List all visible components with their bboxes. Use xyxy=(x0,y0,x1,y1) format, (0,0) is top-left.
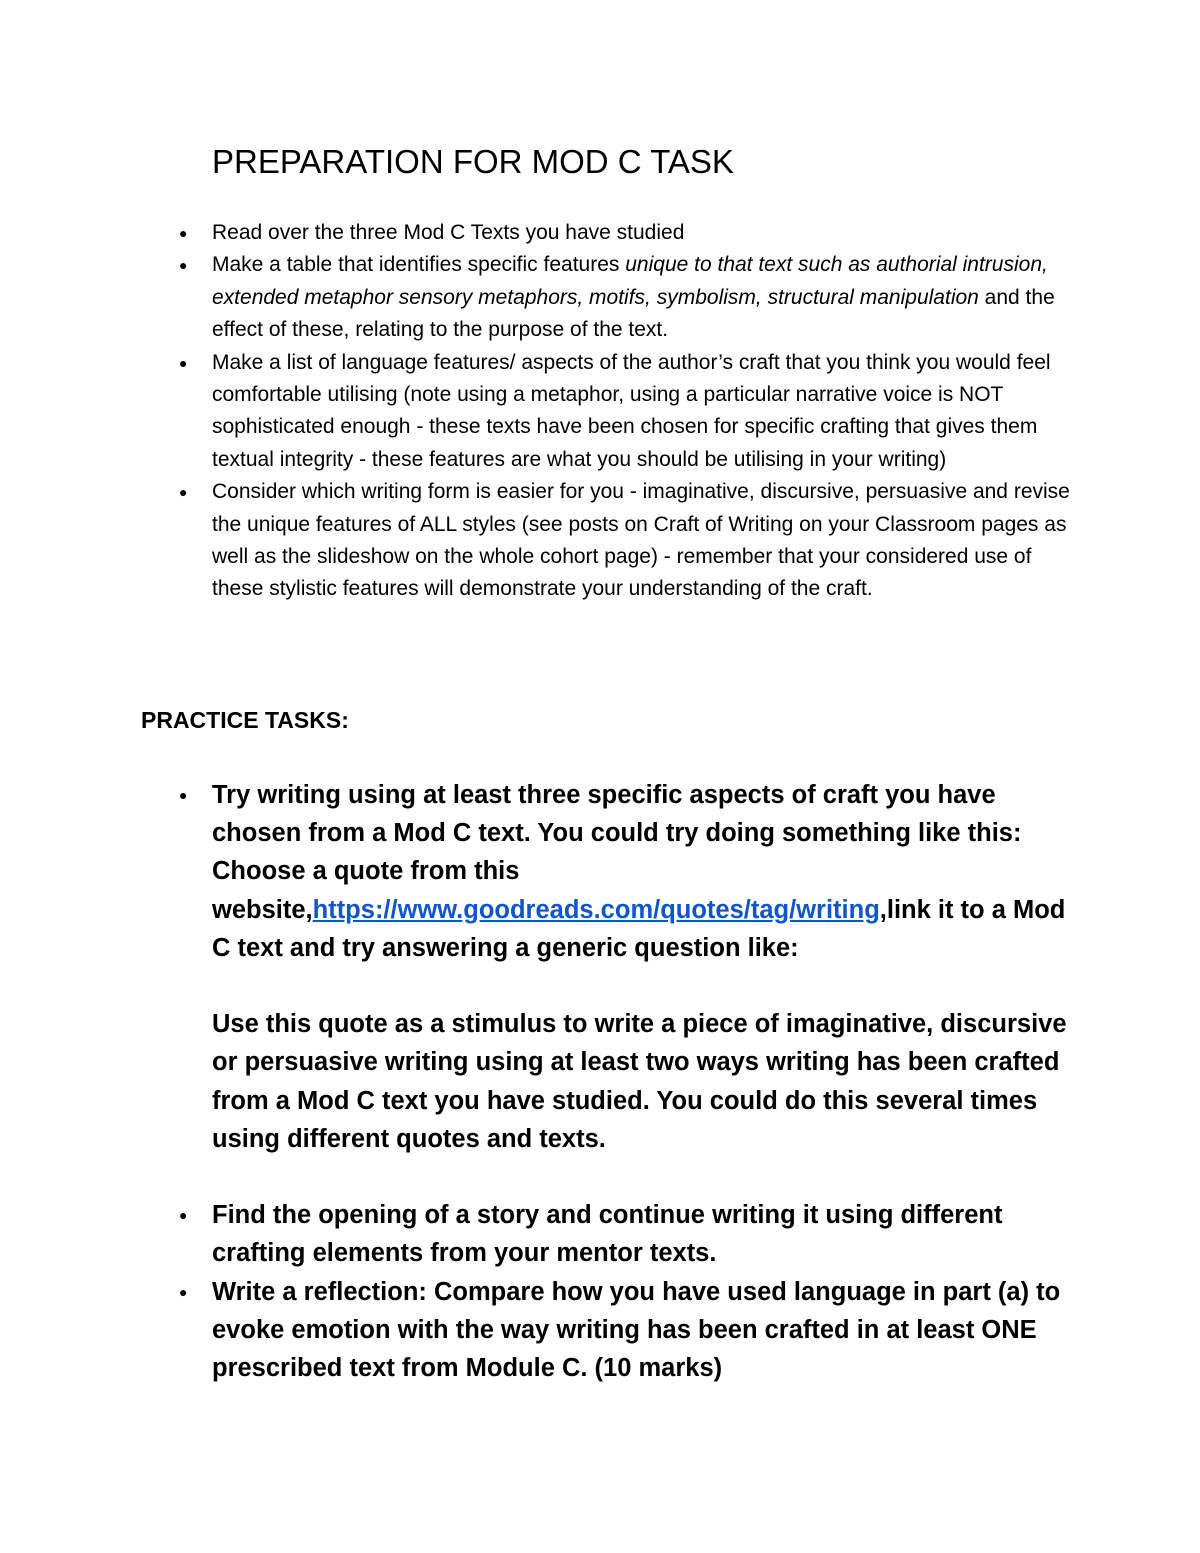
list-item xyxy=(0,347,1072,477)
practice-tasks-heading: PRACTICE TASKS: xyxy=(141,707,349,733)
list-item xyxy=(0,476,1072,606)
bullet-icon: ● xyxy=(179,1283,188,1300)
bullet-icon: ● xyxy=(179,354,188,371)
stimulus-prompt: Use this quote as a stimulus to write a piece of imaginative, discursive or persuasive writing using at least two ways writing has been crafted from a Mod C text you have studied. You could do this several times using different quotes and texts. xyxy=(212,1010,1067,1153)
list-item-text: Consider which writing form is easier for you - imaginative, discursive, persuasive and revise the unique features of ALL styles (see posts on Craft of Writing on your Classroom pages as well as the slideshow on the whole cohort page) - remember that your considered use of these stylistic features will demonstrate your understanding of the craft. xyxy=(212,480,1070,601)
list-item xyxy=(0,776,1072,1158)
practice-task-list xyxy=(0,776,1100,1387)
bullet-icon: ● xyxy=(179,484,188,501)
list-item xyxy=(0,249,1072,346)
list-item-text: Try writing using at least three specific aspects of craft you have chosen from a Mod C text. You could try doing something like this: Choose a quote from this website, xyxy=(212,781,1022,924)
list-item xyxy=(0,217,1072,249)
list-item-text: Read over the three Mod C Texts you have studied xyxy=(212,221,685,244)
list-item-emphasis: unique to that text such as authorial intrusion, extended metaphor sensory metaphors, motifs, symbolism, structural manipulation xyxy=(212,253,1048,309)
list-item-text: Make a list of language features/ aspects of the author’s craft that you think you would feel comfortable utilising (note using a metaphor, using a particular narrative voice is NOT sophisticated enough - these texts have been chosen for specific crafting that gives them textual integrity - these features are what you should be utilising in your writing) xyxy=(212,350,1051,471)
bullet-icon: ● xyxy=(179,225,188,241)
goodreads-link[interactable]: https://www.goodreads.com/quotes/tag/writing xyxy=(312,895,880,924)
list-item-text: Write a reflection: Compare how you have used language in part (a) to evoke emotion with the way writing has been crafted in at least ONE prescribed text from Module C. (10 marks) xyxy=(212,1277,1061,1383)
list-item xyxy=(0,1196,1072,1272)
page-title: PREPARATION FOR MOD C TASK xyxy=(212,143,734,180)
list-item xyxy=(0,1273,1072,1388)
list-item-text: Make a table that identifies specific features xyxy=(212,253,626,277)
paragraph-spacer xyxy=(212,967,1072,1005)
preparation-list xyxy=(0,217,1100,606)
bullet-icon: ● xyxy=(179,787,188,803)
bullet-icon: ● xyxy=(179,1207,188,1224)
bullet-icon: ● xyxy=(179,257,188,274)
list-item-text: Find the opening of a story and continue writing it using different crafting elements from your mentor texts. xyxy=(212,1201,1003,1268)
list-item-text: and the effect of these, relating to the purpose of the text. xyxy=(212,285,1055,342)
list-item-text: ,link it to a Mod C text and try answering a generic question like: xyxy=(212,895,1066,962)
